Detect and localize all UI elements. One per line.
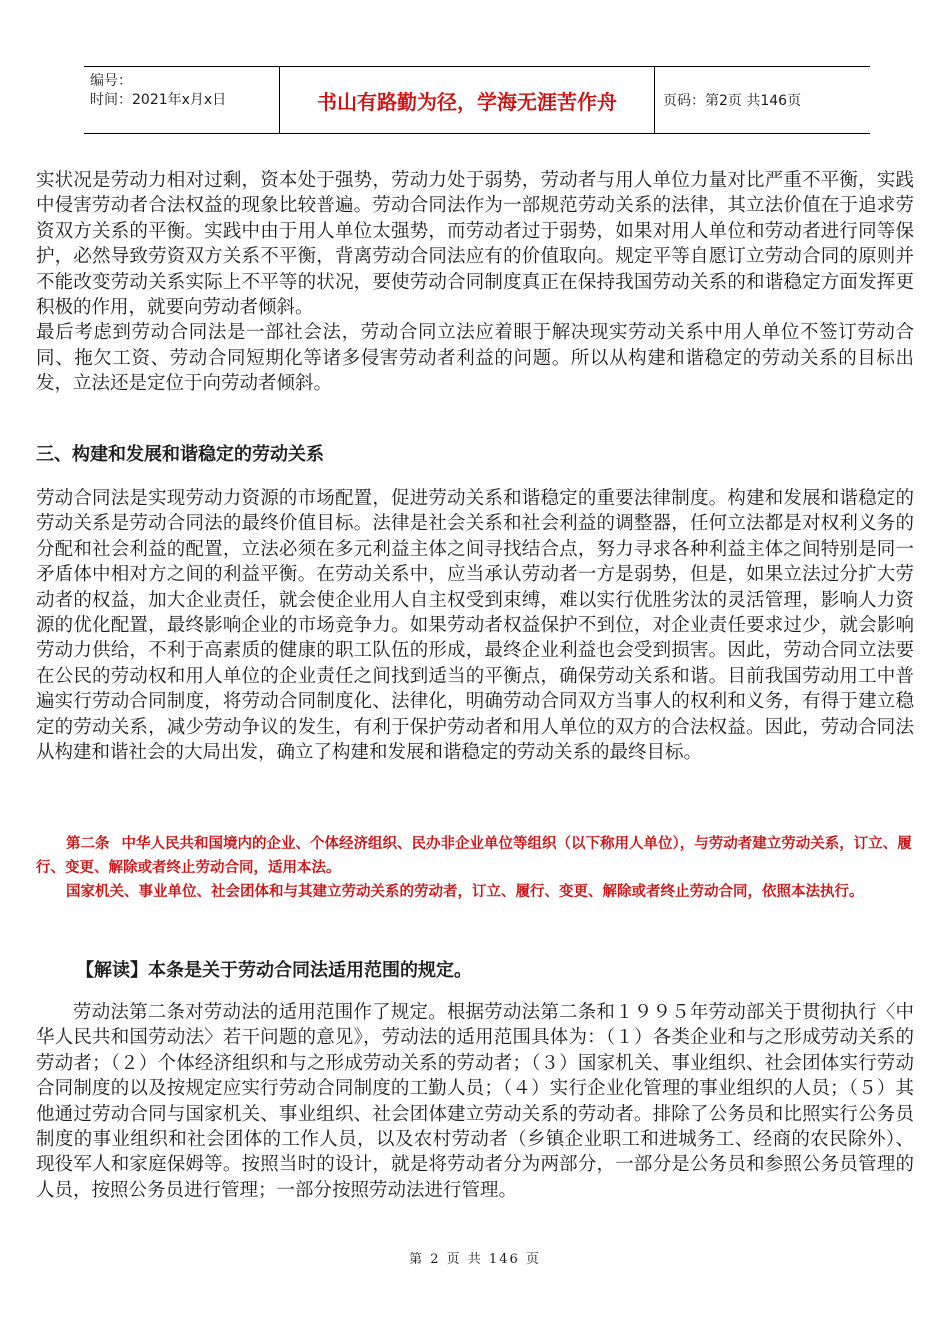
paragraph: 最后考虑到劳动合同法是一部社会法，劳动合同立法应着眼于解决现实劳动关系中用人单位不签订劳动合同、拖欠工资、劳动合同短期化等诸多侵害劳动者利益的问题。所以从构建和谐稳定的劳动关系的目标出发，立法还是定位于向劳动者倾斜。 <box>36 322 914 395</box>
page-footer: 第 2 页 共 146 页 <box>409 1252 541 1267</box>
paragraph: 劳动法第二条对劳动法的适用范围作了规定。根据劳动法第二条和１９９５年劳动部关于贯彻执行〈中华人民共和国劳动法〉若干问题的意见》，劳动法的适用范围具体为：（１）各类企业和与之形成劳动关系的劳动者；（２）个体经济组织和与之形成劳动关系的劳动者；（３）国家机关、事业组织、社会团体实行劳动合同制度的以及按规定应实行劳动合同制度的工勤人员；（４）实行企业化管理的事业组织的人员；（５）其他通过劳动合同与国家机关、事业组织、社会团体建立劳动关系的劳动者。排除了公务员和比照实行公务员制度的事业组织和社会团体的工作人员，以及农村劳动者（乡镇企业职工和进城务工、经商的农民除外）、现役军人和家庭保姆等。按照当时的设计，就是将劳动者分为两部分，一部分是公务员和参照公务员管理的人员，按照公务员进行管理；一部分按照劳动法进行管理。 <box>36 1002 914 1201</box>
interpretation-heading: 【解读】本条是关于劳动合同法适用范围的规定。 <box>76 960 472 981</box>
bottom-text-block <box>36 1000 914 1203</box>
paragraph: 实状况是劳动力相对过剩，资本处于强势，劳动力处于弱势，劳动者与用人单位力量对比严重不平衡，实践中侵害劳动者合法权益的现象比较普遍。劳动合同法作为一部规范劳动关系的法律，其立法价值在于追求劳资双方关系的平衡。实践中由于用人单位太强势，而劳动者过于弱势，如果对用人单位和劳动者进行同等保护，必然导致劳资双方关系不平衡，背离劳动合同法应有的价值取向。规定平等自愿订立劳动合同的原则并不能改变劳动关系实际上不平等的状况，要使劳动合同制度真正在保持我国劳动关系的和谐稳定方面发挥更积极的作用，就要向劳动者倾斜。 <box>36 170 914 319</box>
section-text-block <box>36 486 914 765</box>
article-paragraph <box>36 832 916 880</box>
article-text: 中华人民共和国境内的企业、个体经济组织、民办非企业单位等组织（以下称用人单位），与劳动者建立劳动关系，订立、履行、变更、解除或者终止劳动合同，适用本法。 <box>36 836 912 876</box>
article-paragraph: 国家机关、事业单位、社会团体和与其建立劳动关系的劳动者，订立、履行、变更、解除或者终止劳动合同，依照本法执行。 <box>66 884 864 900</box>
article-block <box>36 832 916 904</box>
top-text-block <box>36 168 914 397</box>
serial-label: 编号： <box>90 73 132 89</box>
header-meta <box>84 67 280 133</box>
header-page-info: 页码：第2页 共146页 <box>663 93 802 109</box>
article-number: 第二条 <box>66 836 110 852</box>
section-heading: 三、构建和发展和谐稳定的劳动关系 <box>36 444 324 465</box>
paragraph: 劳动合同法是实现劳动力资源的市场配置，促进劳动关系和谐稳定的重要法律制度。构建和发展和谐稳定的劳动关系是劳动合同法的最终价值目标。法律是社会关系和社会利益的调整器，任何立法都是对权利义务的分配和社会利益的配置，立法必须在多元利益主体之间寻找结合点，努力寻求各种利益主体之间特别是同一矛盾体中相对方之间的利益平衡。在劳动关系中，应当承认劳动者一方是弱势，但是，如果立法过分扩大劳动者的权益，加大企业责任，就会使企业用人自主权受到束缚，难以实行优胜劣汰的灵活管理，影响人力资源的优化配置，最终影响企业的市场竞争力。如果劳动者权益保护不到位，对企业责任要求过少，就会影响劳动力供给，不利于高素质的健康的职工队伍的形成，最终企业利益也会受到损害。因此，劳动合同立法要在公民的劳动权和用人单位的企业责任之间找到适当的平衡点，确保劳动关系和谐。目前我国劳动用工中普遍实行劳动合同制度，将劳动合同制度化、法律化，明确劳动合同双方当事人的权利和义务，有得于建立稳定的劳动关系，减少劳动争议的发生，有利于保护劳动者和用人单位的双方的合法权益。因此，劳动合同法从构建和谐社会的大局出发，确立了构建和发展和谐稳定的劳动关系的最终目标。 <box>36 488 914 764</box>
header-motto: 书山有路勤为径，学海无涯苦作舟 <box>280 67 655 133</box>
header-table <box>84 66 870 134</box>
time-label: 时间：2021年x月x日 <box>90 92 227 108</box>
